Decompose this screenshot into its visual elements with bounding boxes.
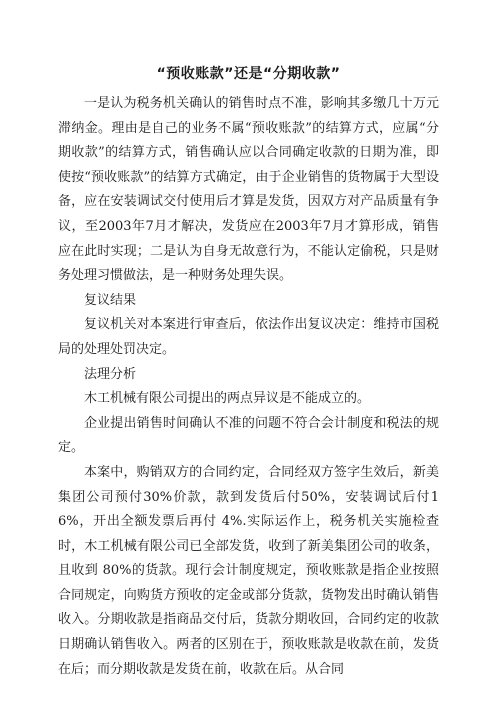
document-page [58, 0, 439, 682]
document-title: “预收账款”还是“分期收款” [156, 66, 341, 82]
heading-legal-analysis: 法理分析 [84, 366, 137, 382]
paragraph-objection: 一是认为税务机关确认的销售时点不准，影响其多缴几十万元滞纳金。理由是自己的业务不属“预收账款”的结算方式，应属“分期收款”的结算方式，销售确认应以合同确定收款的日期为准，即使按“预收账款”的结算方式确定，由于企业销售的货物属于大型设备，应在安装调试交付使用后才算是发货，因双方对产品质量有争议，至2003年7月才解决，发货应在2003年7月才算形成，销售应在此时实现；二是认为自身无故意行为，不能认定偷税，只是财务处理习惯做法，是一种财务处理失误。 [58, 96, 439, 284]
paragraph-analysis-intro: 木工机械有限公司提出的两点异议是不能成立的。 [84, 391, 371, 407]
paragraph-review-result: 复议机关对本案进行审查后，依法作出复议决定：维持市国税局的处理处罚决定。 [58, 317, 439, 357]
heading-review-result: 复议结果 [84, 292, 137, 308]
paragraph-case-detail: 本案中，购销双方的合同约定，合同经双方签字生效后，新美集团公司预付30%价款，款到发货后付50%，安装调试后付16%，开出全额发票后再付 4%.实际运作上，税务机关实施检查时，木工机械有限公司已全部发货，收到了新美集团公司的收条，且收到 80%的货款。现行会计制度规定，预收账款是指企业按照合同规定，向购货方预收的定金或部分货款，货物发出时确认销售收入。分期收款是指商品交付后，货款分期收回，合同约定的收款日期确认销售收入。两者的区别在于，预收账款是收款在前，发货在后；而分期收款是发货在前，收款在后。从合同 [58, 464, 439, 677]
paragraph-sales-timing: 企业提出销售时间确认不准的问题不符合会计制度和税法的规定。 [58, 415, 439, 456]
